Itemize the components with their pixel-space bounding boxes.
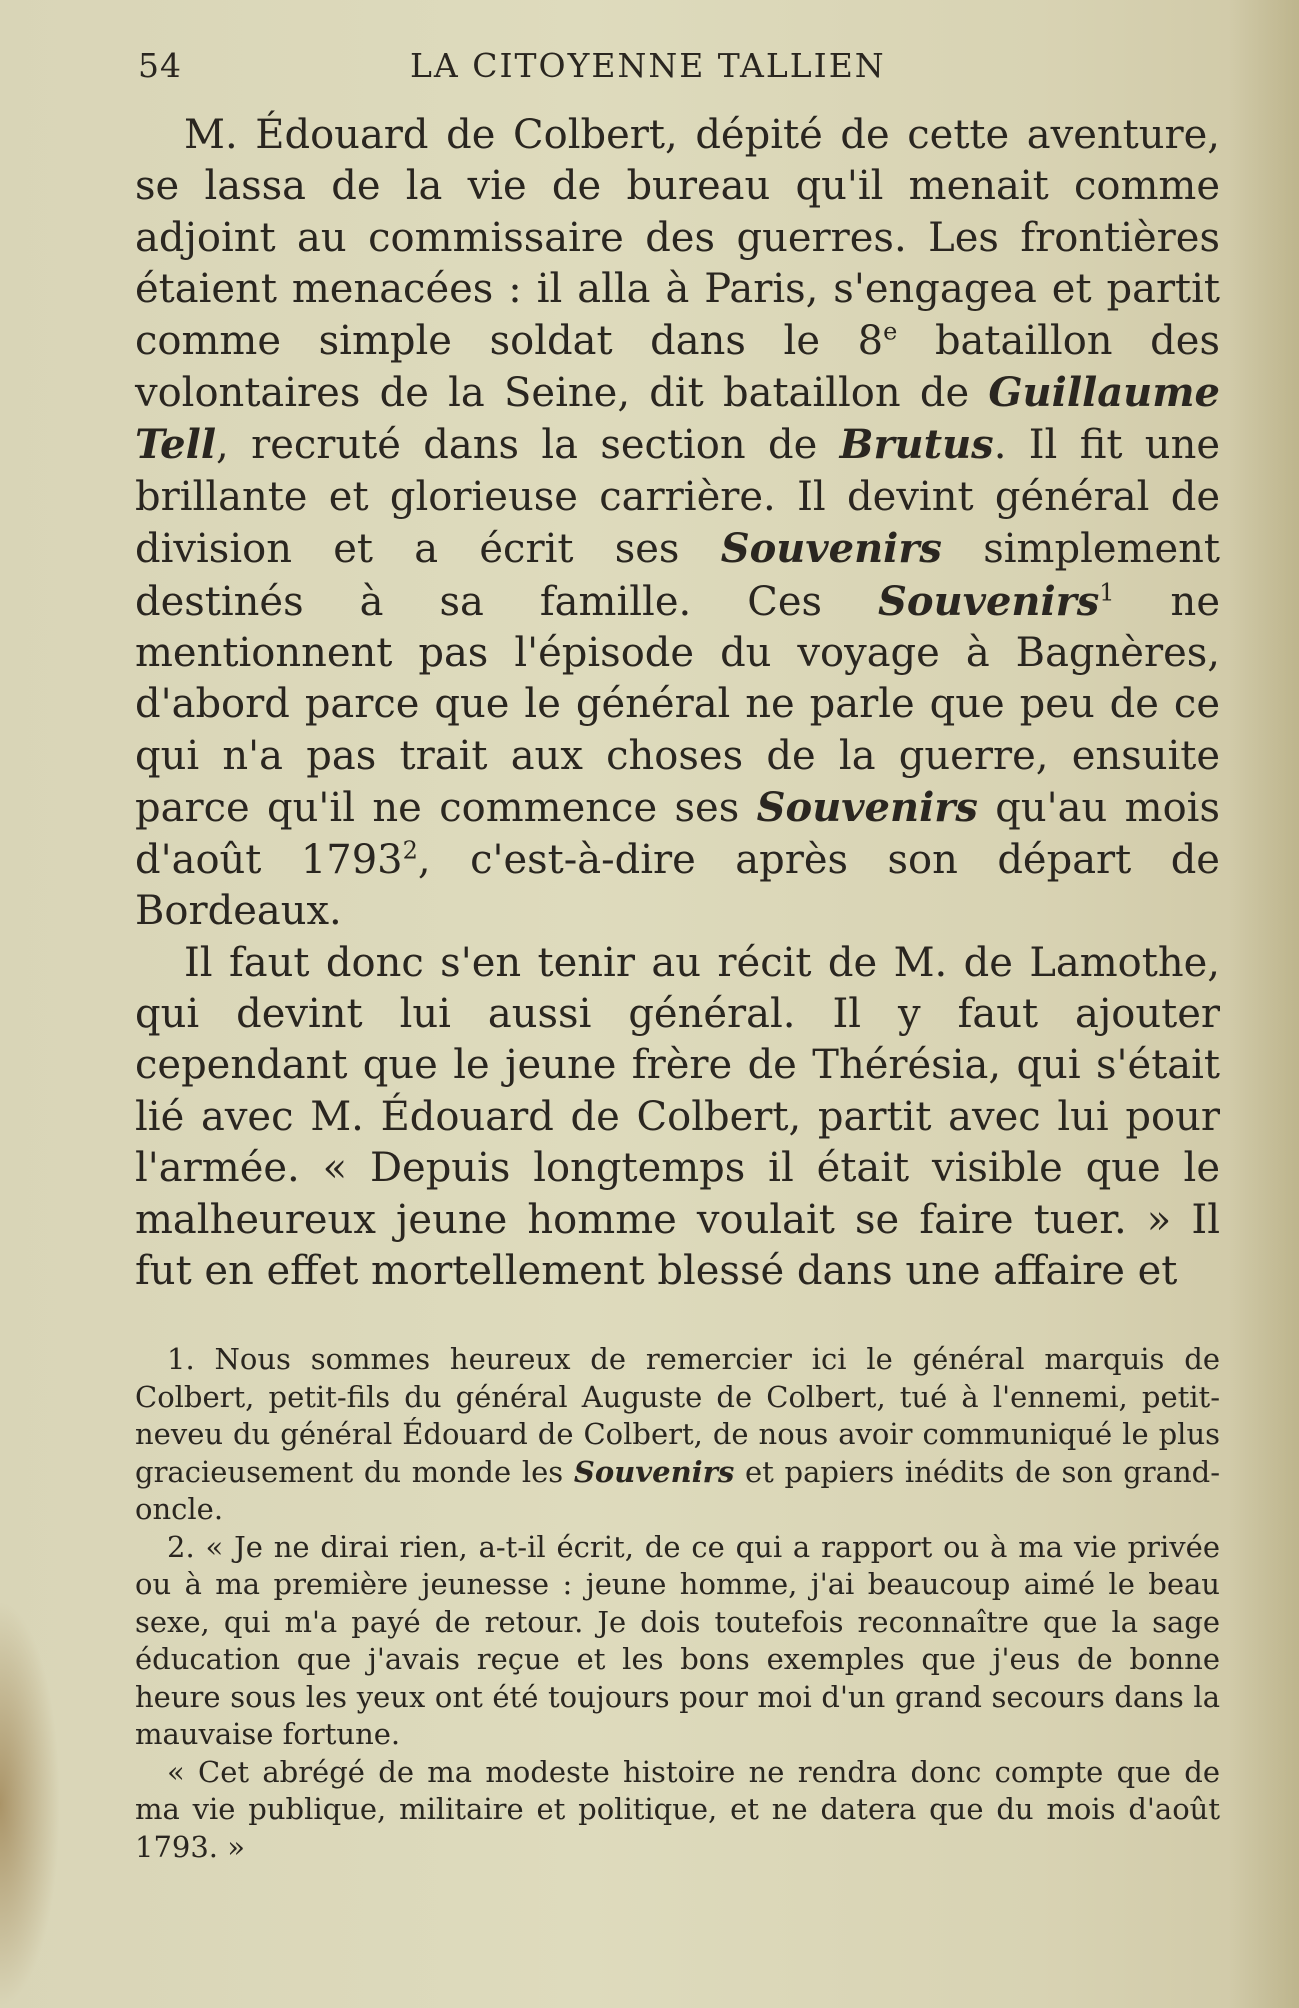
- italic-title: Guillaume Tell: [135, 369, 1220, 469]
- paragraph-1: [135, 110, 1220, 938]
- page-edge-shadow: [1229, 0, 1299, 2008]
- italic-title: Souvenirs: [756, 784, 978, 832]
- text-run: simplement destinés à sa famille. Ces: [135, 526, 1220, 625]
- text-run: , c'est-à-dire après son départ de Bordeaux.: [135, 836, 1220, 935]
- text-run: 1. Nous sommes heureux de remercier ici le général marquis de Colbert, petit-fils du général Auguste de Colbert, tué à l'ennemi, petit-neveu du général Édouard de Colbert, de nous avoir communiqué le plus gracieusement du monde les: [135, 1342, 1220, 1489]
- italic-title: Brutus: [839, 421, 994, 469]
- footnote-1: [135, 1341, 1220, 1529]
- text-run: qu'au mois d'août 1793: [135, 785, 1220, 883]
- text-run: bataillon des volontaires de la Seine, dit bataillon de: [135, 317, 1220, 417]
- footnote-ref-1: 1: [1099, 578, 1115, 607]
- main-text: [135, 110, 1220, 1297]
- paragraph-2: Il faut donc s'en tenir au récit de M. de Lamothe, qui devint lui aussi général. Il y faut ajouter cependant que le jeune frère de Thérésia, qui s'était lié avec M. Édouard de Colbert, partit avec lui pour l'armée. « Depuis longtemps il était visible que le malheureux jeune homme voulait se faire tuer. » Il fut en effet mortellement blessé dans une affaire et: [135, 939, 1220, 1294]
- footnote-2: 2. « Je ne dirai rien, a-t-il écrit, de ce qui a rapport ou à ma vie privée ou à ma première jeunesse : jeune homme, j'ai beaucoup aimé le beau sexe, qui m'a payé de retour. Je dois toutefois reconnaître que la sage éducation que j'avais reçue et les bons exemples que j'eus de bonne heure sous les yeux ont été toujours pour moi d'un grand secours dans la mauvaise fortune.: [135, 1529, 1220, 1751]
- ordinal-superscript: e: [883, 317, 898, 346]
- page-stain: [0, 1600, 60, 2008]
- text-run: M. Édouard de Colbert, dépité de cette aventure, se lassa de la vie de bureau qu'il menait comme adjoint au commissaire des guerres. Les frontières étaient menacées : il alla à Paris, s'engagea et partit comme simple soldat dans le 8: [135, 112, 1220, 364]
- footnote-ref-2: 2: [402, 836, 418, 865]
- footnotes: [135, 1341, 1220, 1866]
- page-header: [138, 46, 1248, 86]
- text-run: ne mentionnent pas l'épisode du voyage à Bagnères, d'abord parce que le général ne parle que peu de ce qui n'a pas trait aux choses de la guerre, ensuite parce qu'il ne commence ses: [135, 578, 1220, 832]
- italic-title: Souvenirs: [573, 1454, 735, 1489]
- italic-title: Souvenirs: [878, 577, 1100, 625]
- running-title: LA CITOYENNE TALLIEN: [410, 46, 886, 85]
- text-run: et papiers inédits de son grand-oncle.: [135, 1454, 1221, 1526]
- page-number: 54: [138, 46, 182, 85]
- italic-title: Souvenirs: [720, 525, 942, 573]
- text-run: , recruté dans la section de: [216, 422, 840, 469]
- footnote-2-continued: « Cet abrégé de ma modeste histoire ne rendra donc compte que de ma vie publique, militaire et politique, et ne datera que du mois d'août 1793. »: [135, 1754, 1220, 1864]
- text-run: . Il fit une brillante et glorieuse carrière. Il devint général de division et a écrit ses: [135, 422, 1220, 573]
